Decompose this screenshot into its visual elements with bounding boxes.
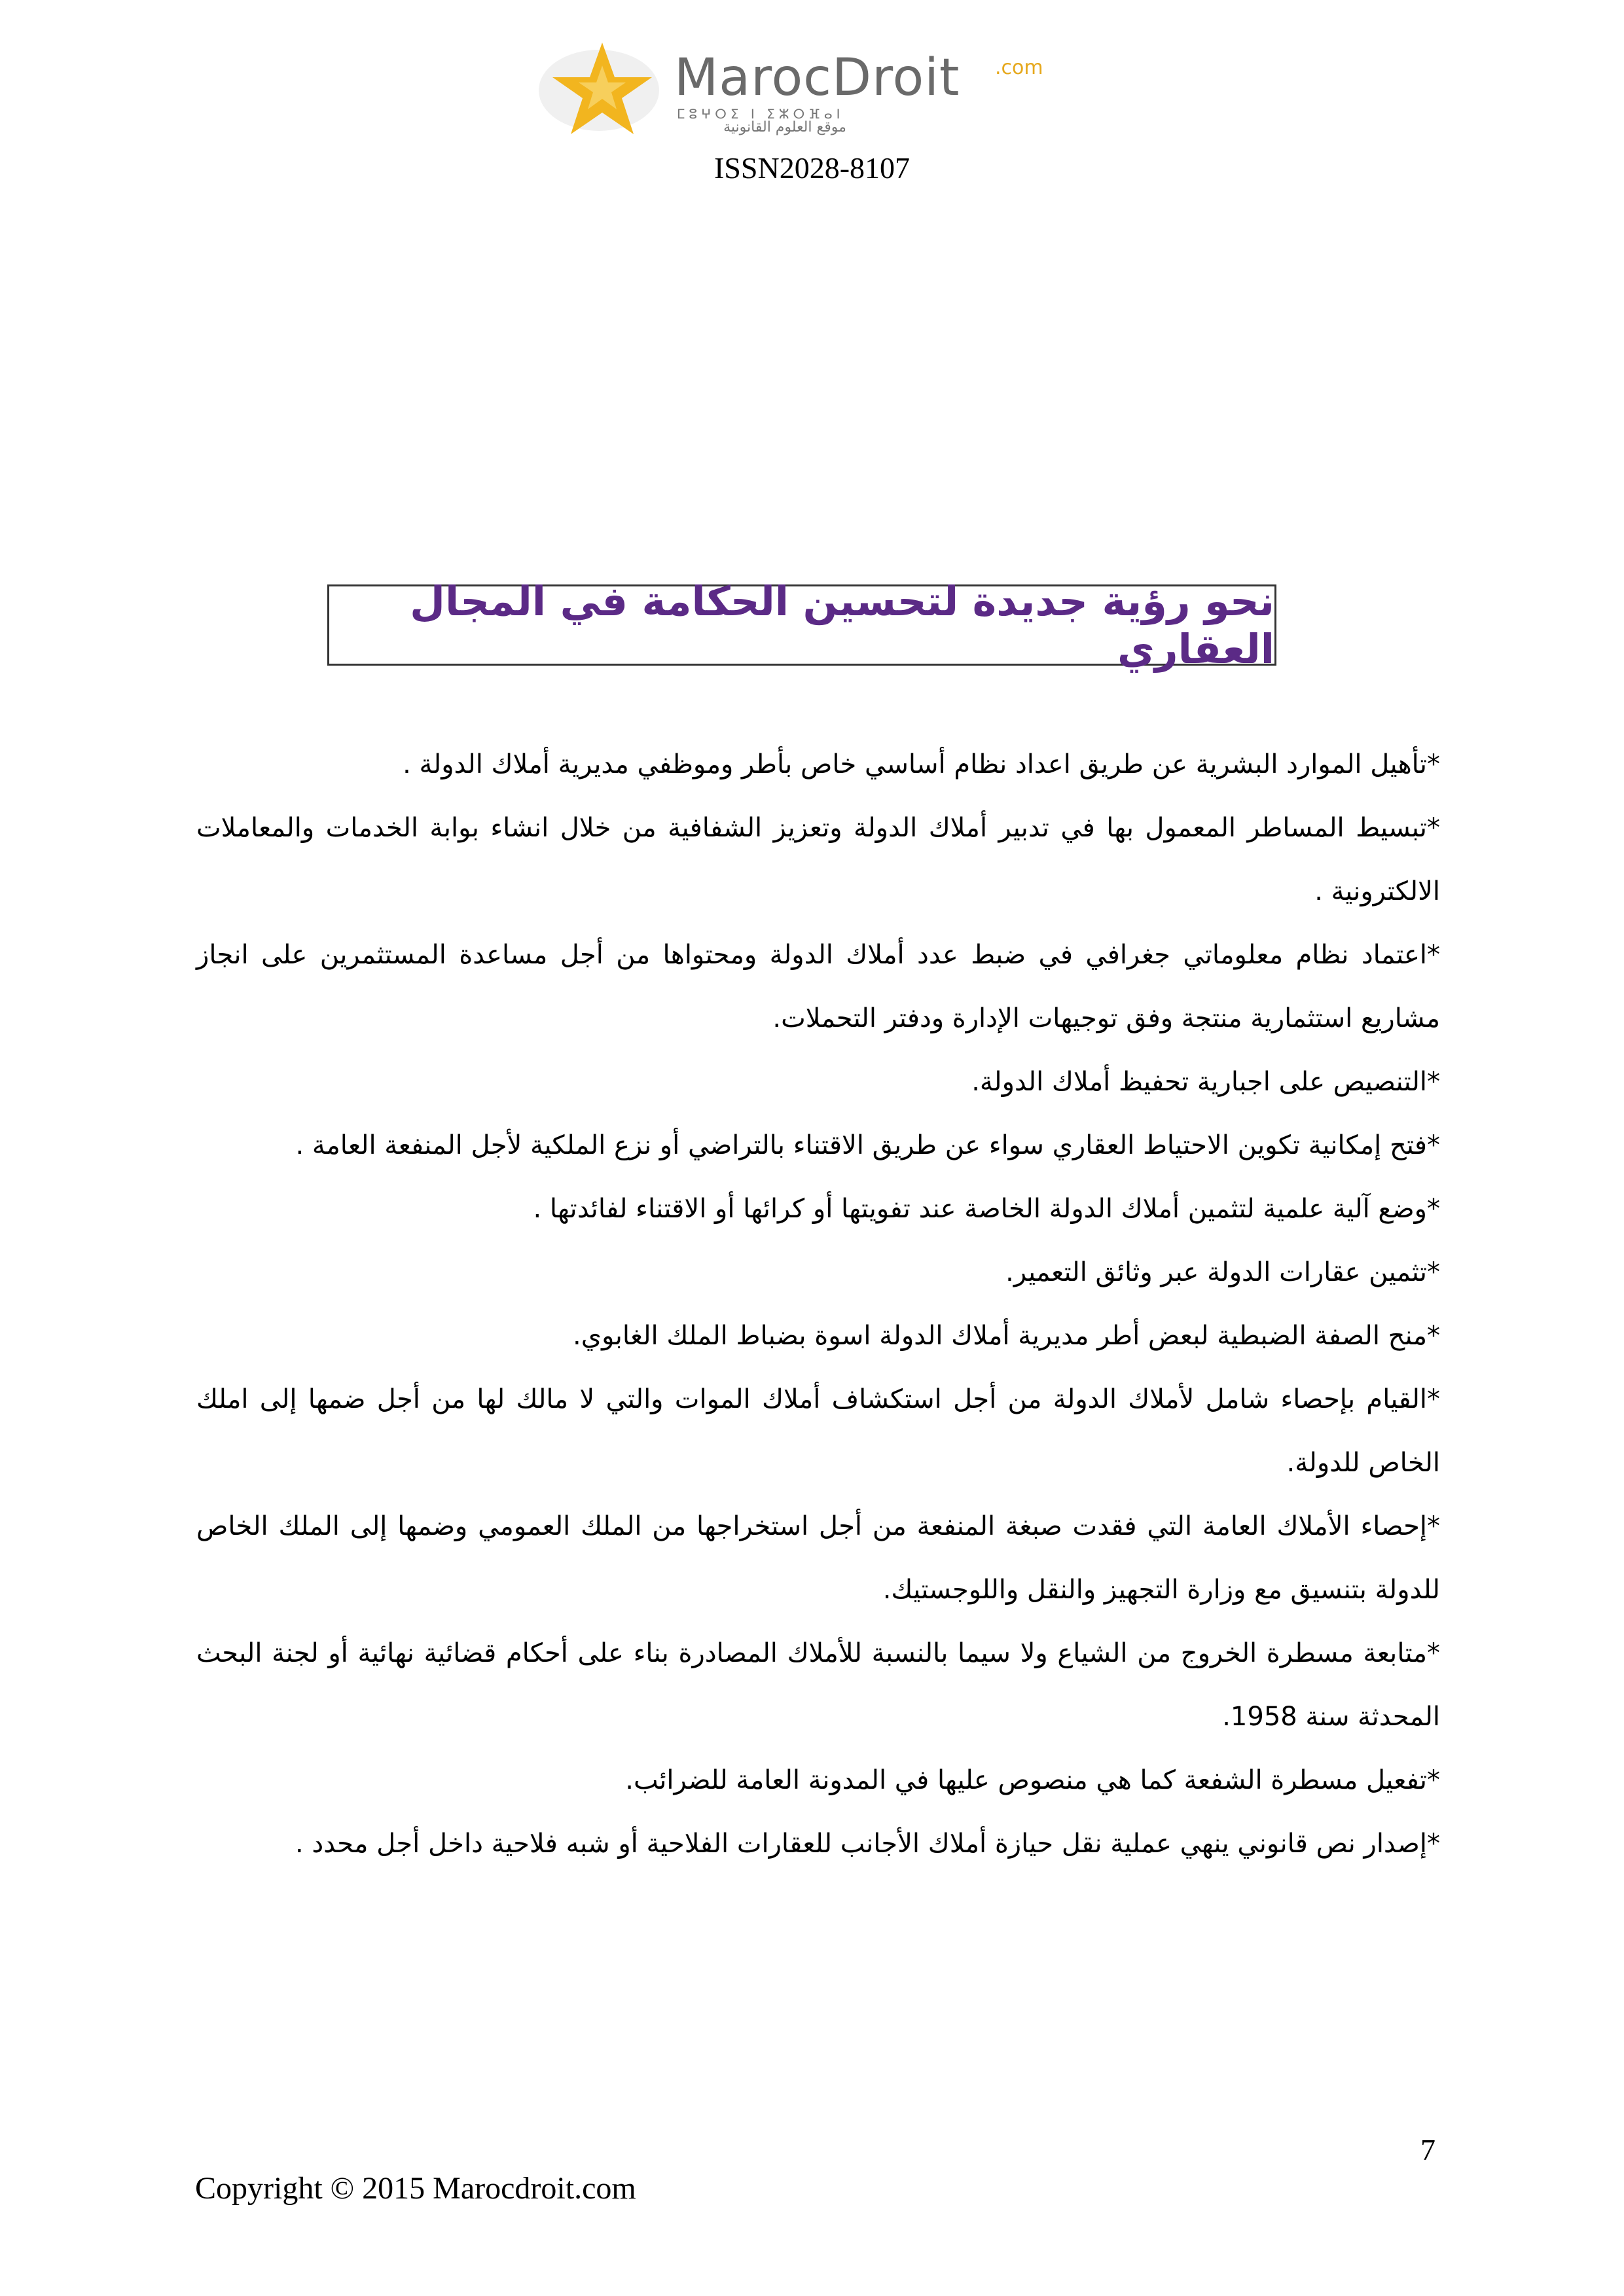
paragraph: *وضع آلية علمية لتثمين أملاك الدولة الخاصة عند تفويتها أو كرائها أو الاقتناء لفائدتها . — [533, 1194, 1440, 1224]
star-icon — [537, 39, 668, 137]
copyright-notice: Copyright © 2015 Marocdroit.com — [195, 2171, 636, 2206]
paragraph: *منح الصفة الضبطية لبعض أطر مديرية أملاك الدولة اسوة بضباط الملك الغابوي. — [573, 1321, 1440, 1351]
paragraph: *إصدار نص قانوني ينهي عملية نقل حيازة أملاك الأجانب للعقارات الفلاحية أو شبه فلاحية داخل أجل محدد . — [295, 1829, 1440, 1859]
paragraph: *تثمين عقارات الدولة عبر وثائق التعمير. — [1005, 1257, 1440, 1287]
paragraph: *تفعيل مسطرة الشفعة كما هي منصوص عليها في المدونة العامة للضرائب. — [625, 1765, 1440, 1795]
logo-tifinagh: ⵎⵓⵖⵔⵉ ⵏ ⵉⵣⵔⴼⴰⵏ — [677, 106, 844, 122]
paragraph: *القيام بإحصاء شامل لأملاك الدولة من أجل استكشاف أملاك الموات والتي لا مالك لها من أجل ضمها إلى املك الخاص للدولة. — [196, 1384, 1440, 1478]
article-body — [196, 733, 1440, 1876]
site-logo[interactable] — [537, 39, 1126, 137]
logo-suffix: .com — [995, 56, 1043, 79]
paragraph: *متابعة مسطرة الخروج من الشياع ولا سيما بالنسبة للأملاك المصادرة بناء على أحكام قضائية نهائية أو لجنة البحث المحدثة سنة 1958. — [196, 1638, 1440, 1732]
issn-number: ISSN2028-8107 — [713, 151, 911, 185]
paragraph: *التنصيص على اجبارية تحفيظ أملاك الدولة. — [971, 1067, 1440, 1097]
logo-arabic-tagline: موقع العلوم القانونية — [723, 119, 846, 135]
page-number: 7 — [1420, 2133, 1435, 2166]
paragraph: *فتح إمكانية تكوين الاحتياط العقاري سواء عن طريق الاقتناء بالتراضي أو نزع الملكية لأجل المنفعة العامة . — [295, 1130, 1440, 1160]
paragraph: *تبسيط المساطر المعمول بها في تدبير أملاك الدولة وتعزيز الشفافية من خلال انشاء بوابة الخدمات والمعاملات الالكترونية . — [196, 813, 1440, 906]
page-title: نحو رؤية جديدة لتحسين الحكامة في المجال العقاري — [410, 577, 1274, 673]
paragraph: *إحصاء الأملاك العامة التي فقدت صبغة المنفعة من أجل استخراجها من الملك العمومي وضمها إلى الملك الخاص للدولة بتنسيق مع وزارة التجهيز والنقل واللوجستيك. — [196, 1511, 1440, 1605]
paragraph: *اعتماد نظام معلوماتي جغرافي في ضبط عدد أملاك الدولة ومحتواها من أجل مساعدة المستثمرين على انجاز مشاريع استثمارية منتجة وفق توجيهات الإدارة ودفتر التحملات. — [196, 940, 1440, 1033]
title-box — [327, 577, 1276, 673]
paragraph: *تأهيل الموارد البشرية عن طريق اعداد نظام أساسي خاص بأطر وموظفي مديرية أملاك الدولة . — [403, 749, 1440, 780]
logo-wordmark: MarocDroit — [674, 48, 960, 107]
